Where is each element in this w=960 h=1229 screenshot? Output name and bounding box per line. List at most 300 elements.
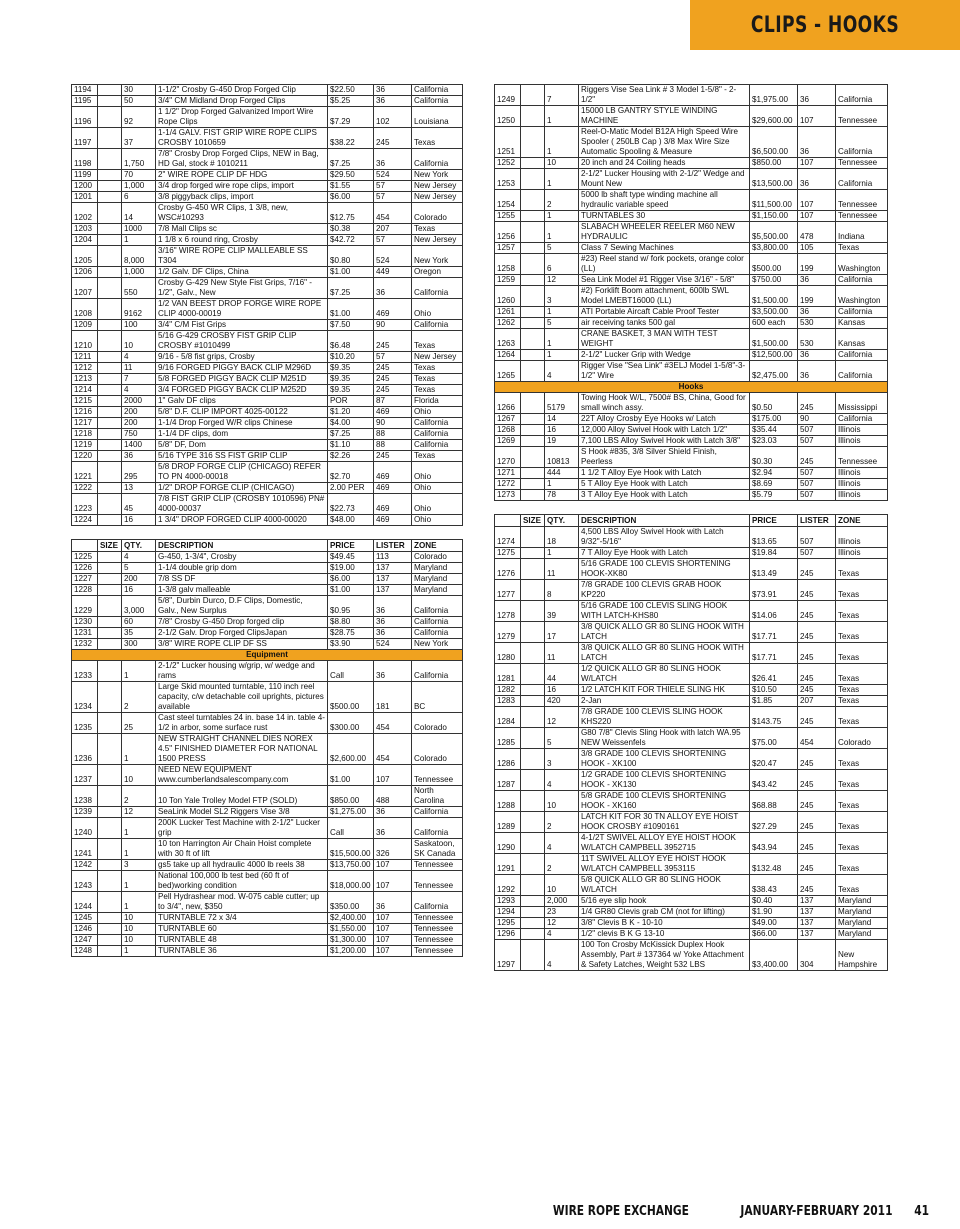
- zone-cell: Maryland: [836, 907, 888, 918]
- item-number-cell: 1266: [495, 393, 521, 414]
- zone-cell: Texas: [412, 385, 463, 396]
- item-number-cell: 1291: [495, 854, 521, 875]
- lister-cell: 57: [374, 352, 412, 363]
- column-header: QTY.: [545, 515, 579, 527]
- size-cell: [521, 833, 545, 854]
- qty-cell: 1: [545, 329, 579, 350]
- qty-cell: 100: [122, 320, 156, 331]
- lister-cell: 36: [798, 275, 836, 286]
- size-cell: [521, 222, 545, 243]
- zone-cell: Texas: [836, 622, 888, 643]
- zone-cell: Texas: [836, 749, 888, 770]
- qty-cell: 10: [122, 331, 156, 352]
- lister-cell: 524: [374, 170, 412, 181]
- table-row: [72, 224, 463, 235]
- lister-cell: 57: [374, 192, 412, 203]
- size-cell: [521, 622, 545, 643]
- item-number-cell: 1269: [495, 436, 521, 447]
- description-cell: 5/8 QUICK ALLO GR 80 SLING HOOK W/LATCH: [579, 875, 750, 896]
- description-cell: Crosby G-450 WR Clips, 1 3/8, new, WSC#10293: [156, 203, 328, 224]
- zone-cell: Texas: [412, 331, 463, 352]
- price-cell: $1.00: [328, 267, 374, 278]
- item-number-cell: 1255: [495, 211, 521, 222]
- qty-cell: 1: [545, 350, 579, 361]
- description-cell: 2" WIRE ROPE CLIP DF HDG: [156, 170, 328, 181]
- qty-cell: 12: [545, 275, 579, 286]
- size-cell: [521, 414, 545, 425]
- price-cell: $6.00: [328, 574, 374, 585]
- zone-cell: Texas: [412, 363, 463, 374]
- lister-cell: 524: [374, 246, 412, 267]
- qty-cell: 10: [122, 935, 156, 946]
- zone-cell: Ohio: [412, 483, 463, 494]
- table-row: [72, 363, 463, 374]
- lister-cell: 524: [374, 639, 412, 650]
- qty-cell: 11: [545, 559, 579, 580]
- size-cell: [521, 307, 545, 318]
- description-cell: 3/8" WIRE ROPE CLIP DF SS: [156, 639, 328, 650]
- price-cell: $3,500.00: [750, 307, 798, 318]
- zone-cell: Washington: [836, 286, 888, 307]
- table-row: [72, 807, 463, 818]
- table-row: [495, 770, 888, 791]
- zone-cell: Colorado: [412, 734, 463, 765]
- size-cell: [521, 243, 545, 254]
- size-cell: [98, 363, 122, 374]
- item-number-cell: 1217: [72, 418, 98, 429]
- lister-cell: 469: [374, 462, 412, 483]
- qty-cell: 1: [122, 871, 156, 892]
- table-row: [72, 128, 463, 149]
- price-cell: $9.35: [328, 363, 374, 374]
- price-cell: 600 each: [750, 318, 798, 329]
- lister-cell: 245: [798, 643, 836, 664]
- table-row: [495, 664, 888, 685]
- description-cell: SeaLink Model SL2 Riggers Vise 3/8: [156, 807, 328, 818]
- table-row: [495, 254, 888, 275]
- price-cell: $1,275.00: [328, 807, 374, 818]
- table-row: [495, 158, 888, 169]
- table-row: [495, 580, 888, 601]
- item-number-cell: 1295: [495, 918, 521, 929]
- size-cell: [521, 896, 545, 907]
- table-row: [495, 696, 888, 707]
- table-row: [495, 425, 888, 436]
- price-cell: $1.90: [750, 907, 798, 918]
- size-cell: [98, 807, 122, 818]
- description-cell: 7/8 GRADE 100 CLEVIS SLING HOOK KHS220: [579, 707, 750, 728]
- table-row: [72, 170, 463, 181]
- description-cell: 7/8 GRADE 100 CLEVIS GRAB HOOK KP220: [579, 580, 750, 601]
- price-cell: $10.50: [750, 685, 798, 696]
- lister-cell: 36: [374, 661, 412, 682]
- table-row: [72, 192, 463, 203]
- size-cell: [521, 275, 545, 286]
- price-cell: $38.43: [750, 875, 798, 896]
- table-row: [72, 407, 463, 418]
- item-number-cell: 1240: [72, 818, 98, 839]
- description-cell: NEW STRAIGHT CHANNEL DIES NOREX 4.5" FINISHED DIAMETER FOR NATIONAL 1500 PRESS: [156, 734, 328, 765]
- qty-cell: 10813: [545, 447, 579, 468]
- qty-cell: 1400: [122, 440, 156, 451]
- size-cell: [521, 318, 545, 329]
- item-number-cell: 1261: [495, 307, 521, 318]
- zone-cell: Texas: [836, 559, 888, 580]
- item-number-cell: 1204: [72, 235, 98, 246]
- table-row: [72, 203, 463, 224]
- size-cell: [98, 713, 122, 734]
- lister-cell: 245: [798, 580, 836, 601]
- qty-cell: 45: [122, 494, 156, 515]
- qty-cell: 13: [122, 483, 156, 494]
- item-number-cell: 1276: [495, 559, 521, 580]
- price-cell: $43.94: [750, 833, 798, 854]
- qty-cell: 7: [122, 374, 156, 385]
- description-cell: 1/2 LATCH KIT FOR THIELE SLING HK: [579, 685, 750, 696]
- lister-cell: 245: [374, 385, 412, 396]
- size-cell: [98, 574, 122, 585]
- item-number-cell: 1283: [495, 696, 521, 707]
- table-row: [72, 617, 463, 628]
- table-row: [72, 639, 463, 650]
- qty-cell: 8,000: [122, 246, 156, 267]
- price-cell: $7.29: [328, 107, 374, 128]
- price-cell: $2.94: [750, 468, 798, 479]
- column-header: DESCRIPTION: [579, 515, 750, 527]
- table-row: [72, 483, 463, 494]
- table-row: [495, 211, 888, 222]
- price-cell: $73.91: [750, 580, 798, 601]
- item-number-cell: 1297: [495, 940, 521, 971]
- table-row: [72, 871, 463, 892]
- zone-cell: Ohio: [412, 299, 463, 320]
- description-cell: 100 Ton Crosby McKissick Duplex Hook Assembly, Part # 137364 w/ Yoke Attachment & Safety Latches, Weight 532 LBS: [579, 940, 750, 971]
- qty-cell: 1,000: [122, 267, 156, 278]
- size-cell: [521, 664, 545, 685]
- qty-cell: 14: [545, 414, 579, 425]
- qty-cell: 750: [122, 429, 156, 440]
- table-row: [495, 190, 888, 211]
- zone-cell: Tennessee: [836, 106, 888, 127]
- item-number-cell: 1197: [72, 128, 98, 149]
- zone-cell: Tennessee: [412, 860, 463, 871]
- item-number-cell: 1278: [495, 601, 521, 622]
- zone-cell: Texas: [836, 601, 888, 622]
- lister-cell: 88: [374, 429, 412, 440]
- item-number-cell: 1225: [72, 552, 98, 563]
- zone-cell: Maryland: [412, 563, 463, 574]
- qty-cell: 1: [545, 106, 579, 127]
- zone-cell: Tennessee: [836, 447, 888, 468]
- description-cell: 3/4" C/M Fist Grips: [156, 320, 328, 331]
- lister-cell: 245: [798, 393, 836, 414]
- zone-cell: Texas: [836, 664, 888, 685]
- qty-cell: 35: [122, 628, 156, 639]
- size-cell: [521, 447, 545, 468]
- price-cell: $3,400.00: [750, 940, 798, 971]
- qty-cell: 37: [122, 128, 156, 149]
- column-header-row: [72, 540, 463, 552]
- column-header: PRICE: [750, 515, 798, 527]
- table-row: [72, 574, 463, 585]
- table-row: [495, 907, 888, 918]
- description-cell: 1 1/2 T Alloy Eye Hook with Latch: [579, 468, 750, 479]
- price-cell: $0.50: [750, 393, 798, 414]
- description-cell: 9/16 FORGED PIGGY BACK CLIP M296D: [156, 363, 328, 374]
- description-cell: 3/8 piggyback clips, import: [156, 192, 328, 203]
- description-cell: 10 ton Harrington Air Chain Hoist complete with 30 ft of lift: [156, 839, 328, 860]
- zone-cell: California: [836, 361, 888, 382]
- qty-cell: 50: [122, 96, 156, 107]
- item-number-cell: 1219: [72, 440, 98, 451]
- zone-cell: Texas: [836, 875, 888, 896]
- description-cell: 5/16 GRADE 100 CLEVIS SHORTENING HOOK-XK80: [579, 559, 750, 580]
- size-cell: [98, 661, 122, 682]
- table-row: [72, 892, 463, 913]
- qty-cell: 6: [545, 254, 579, 275]
- table-row: [495, 929, 888, 940]
- item-number-cell: 1227: [72, 574, 98, 585]
- zone-cell: Ohio: [412, 494, 463, 515]
- item-number-cell: 1241: [72, 839, 98, 860]
- description-cell: 7/8 FIST GRIP CLIP (CROSBY 1010596) PN# 4000-00037: [156, 494, 328, 515]
- item-number-cell: 1267: [495, 414, 521, 425]
- size-cell: [521, 169, 545, 190]
- qty-cell: 2000: [122, 396, 156, 407]
- description-cell: 1" Galv DF clips: [156, 396, 328, 407]
- size-cell: [98, 451, 122, 462]
- size-cell: [521, 580, 545, 601]
- description-cell: Rigger Vise "Sea Link" #3ELJ Model 1-5/8"-3-1/2" Wire: [579, 361, 750, 382]
- lister-cell: 36: [374, 807, 412, 818]
- item-number-cell: 1216: [72, 407, 98, 418]
- zone-cell: Washington: [836, 254, 888, 275]
- item-number-cell: 1233: [72, 661, 98, 682]
- price-cell: $68.88: [750, 791, 798, 812]
- zone-cell: California: [412, 818, 463, 839]
- description-cell: 7/8" Crosby Drop Forged Clips, NEW in Bag, HD Gal, stock # 1010211: [156, 149, 328, 170]
- price-cell: $12.75: [328, 203, 374, 224]
- qty-cell: 12: [122, 807, 156, 818]
- description-cell: 3/4" CM Midland Drop Forged Clips: [156, 96, 328, 107]
- table-row: [72, 860, 463, 871]
- qty-cell: 11: [122, 363, 156, 374]
- qty-cell: 2: [545, 854, 579, 875]
- item-number-cell: 1245: [72, 913, 98, 924]
- qty-cell: 18: [545, 527, 579, 548]
- size-cell: [98, 320, 122, 331]
- zone-cell: Texas: [836, 854, 888, 875]
- price-cell: $1.85: [750, 696, 798, 707]
- column-header: SIZE: [98, 540, 122, 552]
- item-number-cell: 1296: [495, 929, 521, 940]
- zone-cell: Florida: [412, 396, 463, 407]
- size-cell: [521, 425, 545, 436]
- lister-cell: 245: [798, 707, 836, 728]
- description-cell: 5/8" D.F. CLIP IMPORT 4025-00122: [156, 407, 328, 418]
- price-cell: $8.69: [750, 479, 798, 490]
- table-row: [495, 350, 888, 361]
- lister-cell: 304: [798, 940, 836, 971]
- qty-cell: 16: [545, 685, 579, 696]
- table-row: [72, 352, 463, 363]
- description-cell: 1 1/2" Drop Forged Galvanized Import Wire Rope Clips: [156, 107, 328, 128]
- lister-cell: 36: [374, 149, 412, 170]
- lister-cell: 454: [374, 713, 412, 734]
- qty-cell: 1: [545, 169, 579, 190]
- size-cell: [98, 515, 122, 526]
- table-row: [72, 320, 463, 331]
- lister-cell: 36: [798, 169, 836, 190]
- price-cell: $42.72: [328, 235, 374, 246]
- size-cell: [98, 682, 122, 713]
- item-number-cell: 1252: [495, 158, 521, 169]
- size-cell: [98, 617, 122, 628]
- size-cell: [98, 483, 122, 494]
- size-cell: [98, 267, 122, 278]
- item-number-cell: 1221: [72, 462, 98, 483]
- size-cell: [521, 548, 545, 559]
- table-row: [495, 812, 888, 833]
- qty-cell: 6: [122, 192, 156, 203]
- description-cell: G-450, 1-3/4", Crosby: [156, 552, 328, 563]
- size-cell: [521, 749, 545, 770]
- column-header: LISTER: [798, 515, 836, 527]
- lister-cell: 137: [798, 918, 836, 929]
- size-cell: [98, 765, 122, 786]
- lister-cell: 36: [798, 127, 836, 158]
- table-row: [72, 628, 463, 639]
- price-cell: $3,800.00: [750, 243, 798, 254]
- item-number-cell: 1254: [495, 190, 521, 211]
- price-cell: $7.25: [328, 429, 374, 440]
- table-row: [495, 447, 888, 468]
- qty-cell: 12: [545, 918, 579, 929]
- description-cell: 5 T Alloy Eye Hook with Latch: [579, 479, 750, 490]
- zone-cell: Texas: [836, 696, 888, 707]
- item-number-cell: 1270: [495, 447, 521, 468]
- zone-cell: California: [836, 350, 888, 361]
- lister-cell: 181: [374, 682, 412, 713]
- item-number-cell: 1281: [495, 664, 521, 685]
- zone-cell: Mississippi: [836, 393, 888, 414]
- description-cell: 1-1/4 GALV. FIST GRIP WIRE ROPE CLIPS CROSBY 1010659: [156, 128, 328, 149]
- qty-cell: 1: [122, 235, 156, 246]
- description-cell: 7,100 LBS Alloy Swivel Hook with Latch 3/8": [579, 436, 750, 447]
- qty-cell: 5: [545, 728, 579, 749]
- lister-cell: 36: [798, 361, 836, 382]
- column-header: QTY.: [122, 540, 156, 552]
- item-number-cell: 1211: [72, 352, 98, 363]
- size-cell: [98, 440, 122, 451]
- description-cell: 5/8 DROP FORGE CLIP (CHICAGO) REFER TO PN 4000-00018: [156, 462, 328, 483]
- price-cell: $8.80: [328, 617, 374, 628]
- size-cell: [98, 892, 122, 913]
- table-row: [72, 331, 463, 352]
- lister-cell: 507: [798, 479, 836, 490]
- column-header: [495, 515, 521, 527]
- item-number-cell: 1209: [72, 320, 98, 331]
- item-number-cell: 1250: [495, 106, 521, 127]
- item-number-cell: 1277: [495, 580, 521, 601]
- zone-cell: Illinois: [836, 479, 888, 490]
- lister-cell: 245: [798, 770, 836, 791]
- lister-cell: 454: [798, 728, 836, 749]
- column-header: DESCRIPTION: [156, 540, 328, 552]
- description-cell: 5/16 TYPE 316 SS FIST GRIP CLIP: [156, 451, 328, 462]
- table-row: [72, 396, 463, 407]
- lister-cell: 245: [374, 128, 412, 149]
- description-cell: 1/2 VAN BEEST DROP FORGE WIRE ROPE CLIP 4000-00019: [156, 299, 328, 320]
- description-cell: TURNTABLE 60: [156, 924, 328, 935]
- size-cell: [98, 331, 122, 352]
- qty-cell: 4: [122, 352, 156, 363]
- lister-cell: 36: [374, 596, 412, 617]
- price-cell: $850.00: [750, 158, 798, 169]
- item-number-cell: 1235: [72, 713, 98, 734]
- description-cell: 20 inch and 24 Coiling heads: [579, 158, 750, 169]
- table-row: [495, 106, 888, 127]
- item-number-cell: 1214: [72, 385, 98, 396]
- lister-cell: 245: [798, 559, 836, 580]
- qty-cell: 11: [545, 643, 579, 664]
- size-cell: [521, 812, 545, 833]
- zone-cell: California: [412, 596, 463, 617]
- table-row: [495, 243, 888, 254]
- gap-spacer: [495, 501, 888, 515]
- zone-cell: Texas: [836, 791, 888, 812]
- description-cell: 4,500 LBS Alloy Swivel Hook with Latch 9/32"-5/16": [579, 527, 750, 548]
- description-cell: 1-1/2" Crosby G-450 Drop Forged Clip: [156, 85, 328, 96]
- price-cell: $28.75: [328, 628, 374, 639]
- zone-cell: Texas: [836, 643, 888, 664]
- size-cell: [521, 918, 545, 929]
- zone-cell: Louisiana: [412, 107, 463, 128]
- lister-cell: 207: [798, 696, 836, 707]
- size-cell: [98, 924, 122, 935]
- description-cell: 3 T Alloy Eye Hook with Latch: [579, 490, 750, 501]
- table-row: [495, 169, 888, 190]
- price-cell: $22.50: [328, 85, 374, 96]
- description-cell: 22T Alloy Crosby Eye Hooks w/ Latch: [579, 414, 750, 425]
- qty-cell: 2: [122, 786, 156, 807]
- size-cell: [521, 393, 545, 414]
- item-number-cell: 1194: [72, 85, 98, 96]
- description-cell: Pell Hydrashear mod. W-075 cable cutter; up to 3/4", new, $350: [156, 892, 328, 913]
- item-number-cell: 1196: [72, 107, 98, 128]
- size-cell: [98, 128, 122, 149]
- description-cell: Reel-O-Matic Model B12A High Speed Wire Spooler ( 250LB Cap ) 3/8 Max Wire Size Automatic Spooling & Measure: [579, 127, 750, 158]
- size-cell: [98, 407, 122, 418]
- price-cell: $13.49: [750, 559, 798, 580]
- size-cell: [98, 246, 122, 267]
- lister-cell: 199: [798, 286, 836, 307]
- qty-cell: 550: [122, 278, 156, 299]
- qty-cell: 2: [545, 190, 579, 211]
- description-cell: 2-1/2" Lucker Housing with 2-1/2" Wedge and Mount New: [579, 169, 750, 190]
- item-number-cell: 1292: [495, 875, 521, 896]
- qty-cell: 420: [545, 696, 579, 707]
- table-row: [72, 913, 463, 924]
- price-cell: $0.95: [328, 596, 374, 617]
- table-row: [495, 318, 888, 329]
- table-row: [495, 361, 888, 382]
- description-cell: 1-3/8 galv malleable: [156, 585, 328, 596]
- qty-cell: 10: [122, 765, 156, 786]
- lister-cell: 137: [798, 907, 836, 918]
- zone-cell: California: [412, 96, 463, 107]
- price-cell: $5.25: [328, 96, 374, 107]
